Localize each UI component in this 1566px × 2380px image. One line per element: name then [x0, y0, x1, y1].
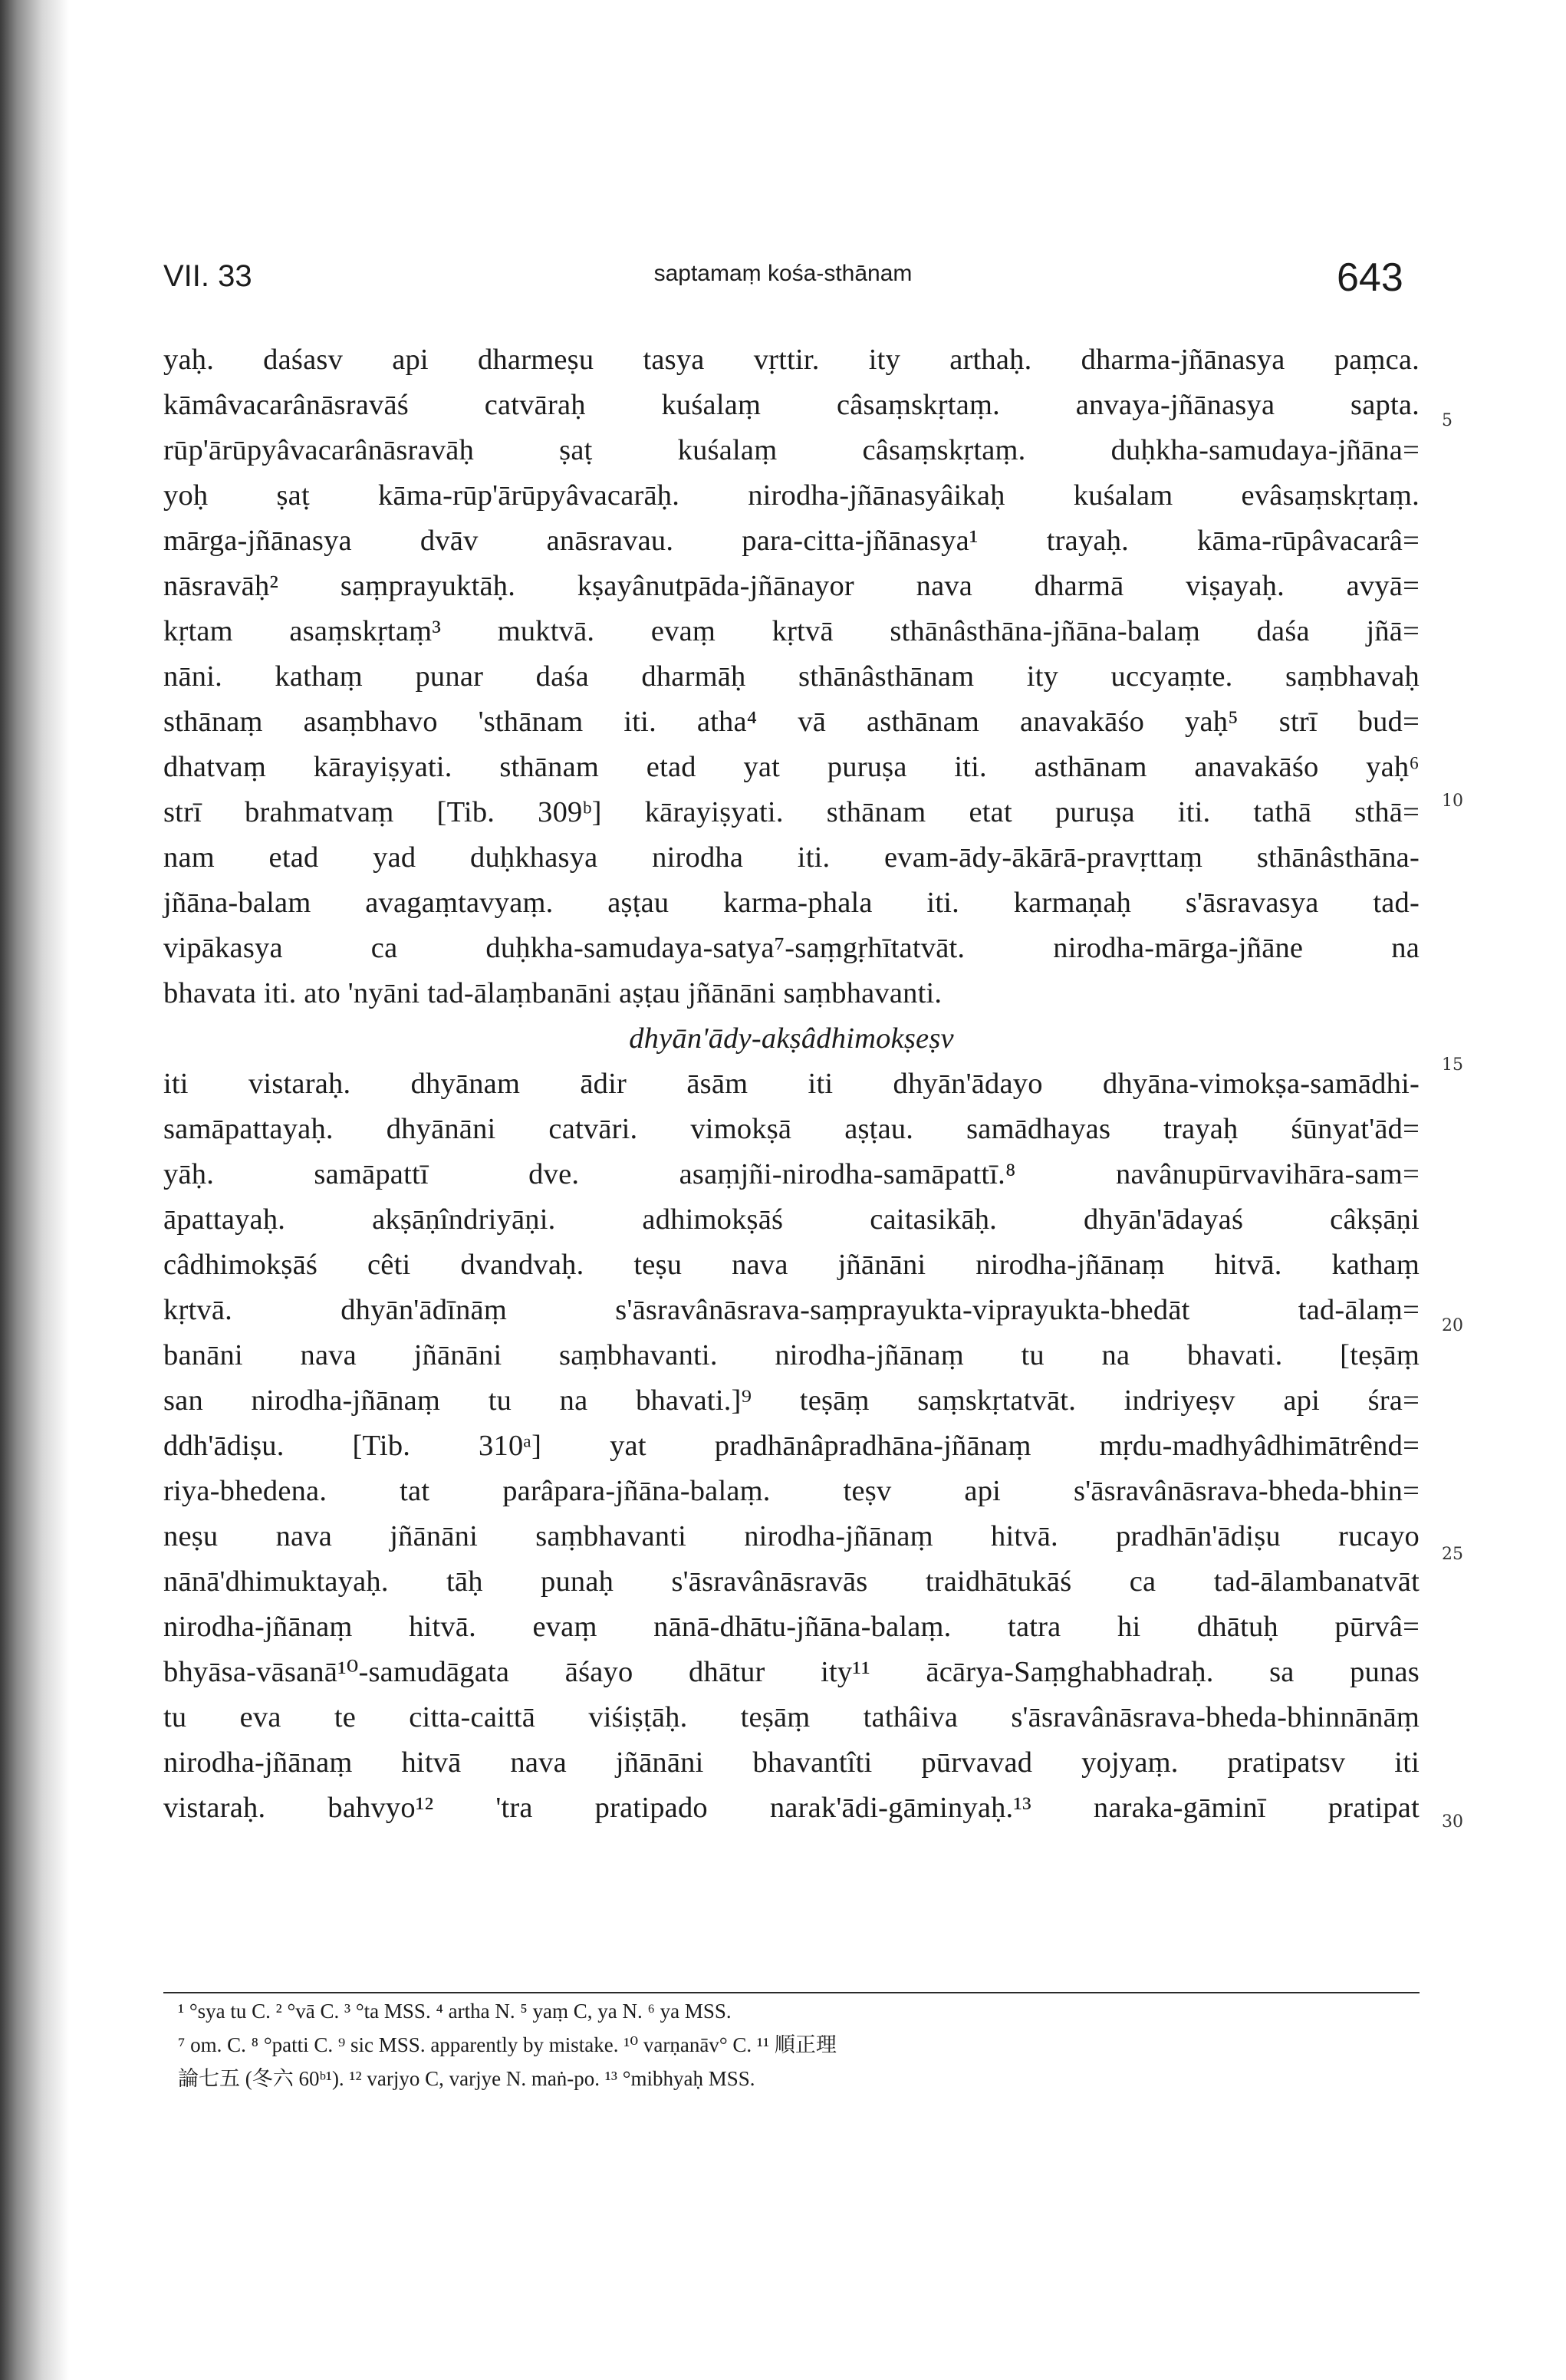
text-line: bhyāsa-vāsanā¹⁰-samudāgata āśayo dhātur ity¹¹ ācārya-Saṃghabhadraḥ. sa punas — [163, 1656, 1420, 1688]
text-line: mārga-jñānasya dvāv anāsravau. para-citta-jñānasya¹ trayaḥ. kāma-rūpâvacarâ= — [163, 525, 1420, 557]
text-line: jñāna-balam avagaṃtavyaṃ. aṣṭau karma-phala iti. karmaṇaḥ s'āsravasya tad- — [163, 887, 1420, 919]
text-line: nānā'dhimuktayaḥ. tāḥ punaḥ s'āsravânāsravās traidhātukāś ca tad-ālambanatvāt — [163, 1565, 1420, 1598]
text-line: riya-bhedena. tat parâpara-jñāna-balaṃ. teṣv api s'āsravânāsrava-bheda-bhin= — [163, 1475, 1420, 1507]
text-line: kṛtam asaṃskṛtaṃ³ muktvā. evaṃ kṛtvā sthānâsthāna-jñāna-balaṃ daśa jñā= — [163, 615, 1420, 647]
text-line: āpattayaḥ. akṣāṇîndriyāṇi. adhimokṣāś caitasikāḥ. dhyān'ādayaś câkṣāṇi — [163, 1203, 1420, 1236]
text-line: tu eva te citta-caittā viśiṣṭāḥ. teṣāṃ tathâiva s'āsravânāsrava-bheda-bhinnānāṃ — [163, 1701, 1420, 1733]
footnote-line: 論七五 (冬六 60ᵇ¹). ¹² varjyo C, varjye N. maṅ-po. ¹³ °mibhyaḥ MSS. — [178, 2067, 755, 2090]
text-line: dhatvaṃ kārayiṣyati. sthānam etad yat puruṣa iti. asthānam anavakāśo yaḥ⁶ — [163, 751, 1420, 783]
footnote-line: ⁷ om. C. ⁸ °patti C. ⁹ sic MSS. apparently by mistake. ¹⁰ varṇanāv° C. ¹¹ 順正理 — [178, 2033, 837, 2056]
text-line: neṣu nava jñānāni saṃbhavanti nirodha-jñānaṃ hitvā. pradhān'ādiṣu rucayo — [163, 1520, 1420, 1552]
footnote-rule — [163, 1992, 1420, 1993]
text-line: bhavata iti. ato 'nyāni tad-ālaṃbanāni aṣṭau jñānāni saṃbhavanti. — [163, 977, 943, 1009]
text-line: san nirodha-jñānaṃ tu na bhavati.]⁹ teṣāṃ saṃskṛtatvāt. indriyeṣv api śra= — [163, 1384, 1420, 1417]
text-line: strī brahmatvaṃ [Tib. 309ᵇ] kārayiṣyati. sthānam etat puruṣa iti. tathā sthā= — [163, 796, 1420, 828]
line-number-20: 20 — [1442, 1316, 1463, 1335]
line-number-15: 15 — [1442, 1055, 1463, 1075]
text-line: nirodha-jñānaṃ hitvā. evaṃ nānā-dhātu-jñāna-balaṃ. tatra hi dhātuḥ pūrvâ= — [163, 1611, 1420, 1643]
text-line: nāni. kathaṃ punar daśa dharmāḥ sthānâsthānam ity uccyaṃte. saṃbhavaḥ — [163, 660, 1420, 693]
scan-binding-shadow — [0, 0, 69, 2380]
text-line: yoḥ ṣaṭ kāma-rūp'ārūpyâvacarāḥ. nirodha-jñānasyâikaḥ kuśalam evâsaṃskṛtaṃ. — [163, 479, 1420, 512]
text-line: nāsravāḥ² saṃprayuktāḥ. kṣayânutpāda-jñānayor nava dharmā viṣayaḥ. avyā= — [163, 570, 1420, 602]
text-line: nam etad yad duḥkhasya nirodha iti. evam-ādy-ākārā-pravṛttaṃ sthānâsthāna- — [163, 841, 1420, 874]
text-line: iti vistaraḥ. dhyānam ādir āsām iti dhyān'ādayo dhyāna-vimokṣa-samādhi- — [163, 1068, 1420, 1100]
text-line: rūp'ārūpyâvacarânāsravāḥ ṣaṭ kuśalaṃ câsaṃskṛtaṃ. duḥkha-samudaya-jñāna= — [163, 434, 1420, 466]
page-number: 643 — [1337, 255, 1403, 300]
text-line: ddh'ādiṣu. [Tib. 310ᵃ] yat pradhānâpradhāna-jñānaṃ mṛdu-madhyâdhimātrênd= — [163, 1430, 1420, 1462]
text-line: kṛtvā. dhyān'ādīnāṃ s'āsravânāsrava-saṃprayukta-viprayukta-bhedāt tad-ālaṃ= — [163, 1294, 1420, 1326]
text-line: sthānaṃ asaṃbhavo 'sthānam iti. atha⁴ vā asthānam anavakāśo yaḥ⁵ strī bud= — [163, 706, 1420, 738]
text-line: vipākasya ca duḥkha-samudaya-satya⁷-saṃgṛhītatvāt. nirodha-mārga-jñāne na — [163, 932, 1420, 964]
text-line: yāḥ. samāpattī dve. asaṃjñi-nirodha-samāpattī.⁸ navânupūrvavihāra-sam= — [163, 1158, 1420, 1190]
text-line: vistaraḥ. bahvyo¹² 'tra pratipado narak'ādi-gāminyaḥ.¹³ naraka-gāminī pratipat — [163, 1792, 1420, 1824]
text-line: samāpattayaḥ. dhyānāni catvāri. vimokṣā aṣṭau. samādhayas trayaḥ śūnyat'ād= — [163, 1113, 1420, 1145]
footnotes — [178, 1994, 1420, 2095]
line-number-5: 5 — [1442, 411, 1452, 430]
text-line: kāmâvacarânāsravāś catvāraḥ kuśalaṃ câsaṃskṛtaṃ. anvaya-jñānasya sapta. — [163, 389, 1420, 421]
running-header — [0, 252, 1566, 305]
line-number-25: 25 — [1442, 1545, 1463, 1564]
text-line: yaḥ. daśasv api dharmeṣu tasya vṛttir. ity arthaḥ. dharma-jñānasya paṃca. — [163, 344, 1420, 376]
text-line: câdhimokṣāś cêti dvandvaḥ. teṣu nava jñānāni nirodha-jñānaṃ hitvā. kathaṃ — [163, 1249, 1420, 1281]
running-title: saptamaṃ kośa-sthānam — [653, 261, 913, 286]
main-text — [163, 337, 1420, 1831]
line-number-30: 30 — [1442, 1812, 1463, 1832]
chapter-verse-ref: VII. 33 — [163, 259, 252, 293]
verse-quote: dhyān'ādy-akṣâdhimokṣeṣv — [629, 1022, 954, 1055]
text-line: nirodha-jñānaṃ hitvā nava jñānāni bhavantîti pūrvavad yojyaṃ. pratipatsv iti — [163, 1746, 1420, 1779]
text-line: banāni nava jñānāni saṃbhavanti. nirodha-jñānaṃ tu na bhavati. [teṣāṃ — [163, 1339, 1420, 1371]
footnote-line: ¹ °sya tu C. ² °vā C. ³ °ta MSS. ⁴ artha N. ⁵ yaṃ C, ya N. ⁶ ya MSS. — [178, 2000, 732, 2023]
line-number-10: 10 — [1442, 792, 1463, 811]
